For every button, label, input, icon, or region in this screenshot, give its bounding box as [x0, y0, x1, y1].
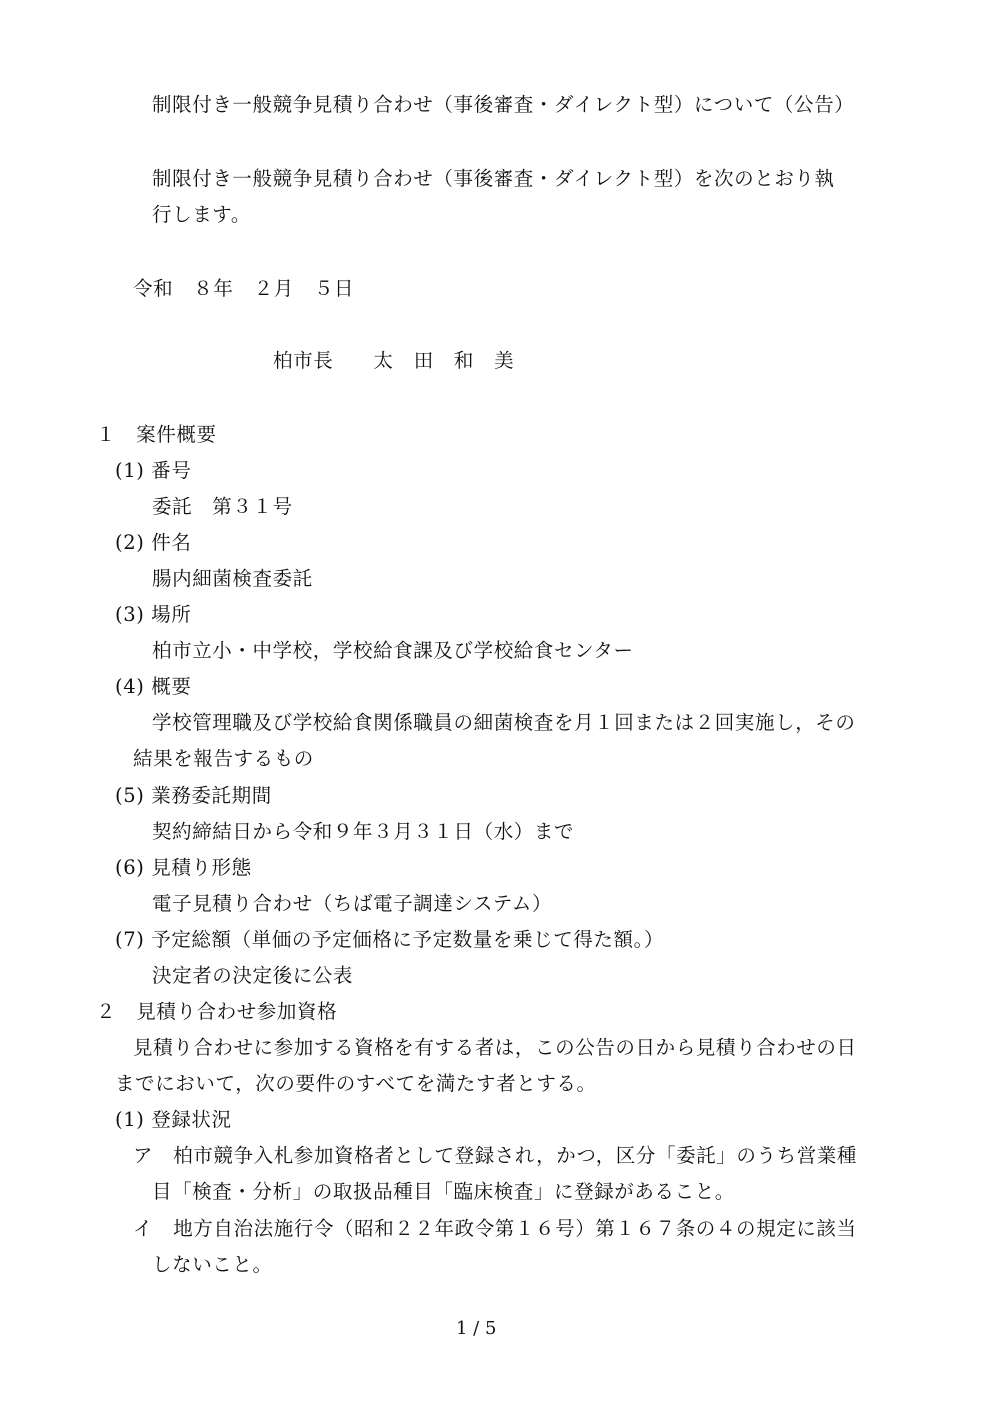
item-4-value-line-2: 結果を報告するもの	[133, 747, 314, 770]
item-1-value: 委託 第３１号	[152, 495, 293, 518]
item-3-value: 柏市立小・中学校，学校給食課及び学校給食センター	[152, 639, 634, 662]
item-3-label: (3) 場所	[115, 603, 192, 626]
notice-date: 令和 ８年 ２月 ５日	[133, 277, 355, 300]
item-2-label: (2) 件名	[115, 531, 192, 554]
sub-1-i-line-2: しないこと。	[152, 1253, 273, 1276]
sub-1-a-line-2: 目「検査・分析」の取扱品種目「臨床検査」に登録があること。	[152, 1180, 735, 1203]
page-number: 1 / 5	[456, 1318, 497, 1339]
section-2-intro-line-1: 見積り合わせに参加する資格を有する者は，この公告の日から見積り合わせの日	[133, 1036, 857, 1059]
item-4-value-line-1: 学校管理職及び学校給食関係職員の細菌検査を月１回または２回実施し，その	[152, 711, 856, 734]
intro-line-2: 行します。	[152, 203, 251, 226]
section-2-intro-line-2: までにおいて，次の要件のすべてを満たす者とする。	[115, 1072, 597, 1095]
item-6-label: (6) 見積り形態	[115, 856, 252, 879]
document-title: 制限付き一般競争見積り合わせ（事後審査・ダイレクト型）について（公告）	[152, 93, 855, 116]
section-2-heading: ２ 見積り合わせ参加資格	[96, 1000, 338, 1023]
section-1-heading: １ 案件概要	[96, 423, 217, 446]
item-2-value: 腸内細菌検査委託	[152, 567, 313, 590]
item-1-label: (1) 番号	[115, 459, 192, 482]
item-5-label: (5) 業務委託期間	[115, 784, 272, 807]
item-6-value: 電子見積り合わせ（ちば電子調達システム）	[152, 892, 553, 915]
item-7-value: 決定者の決定後に公表	[152, 964, 354, 987]
item-5-value: 契約締結日から令和９年３月３１日（水）まで	[152, 820, 575, 843]
sub-1-label: (1) 登録状況	[115, 1108, 232, 1131]
intro-line-1: 制限付き一般競争見積り合わせ（事後審査・ダイレクト型）を次のとおり執	[152, 167, 835, 190]
item-7-label: (7) 予定総額（単価の予定価格に予定数量を乗じて得た額。）	[115, 928, 665, 951]
sub-1-a-line-1: ア 柏市競争入札参加資格者として登録され，かつ，区分「委託」のうち営業種	[133, 1144, 857, 1167]
item-4-label: (4) 概要	[115, 675, 192, 698]
issuer-name: 柏市長 太 田 和 美	[273, 349, 515, 372]
sub-1-i-line-1: イ 地方自治法施行令（昭和２２年政令第１６号）第１６７条の４の規定に該当	[133, 1217, 857, 1240]
